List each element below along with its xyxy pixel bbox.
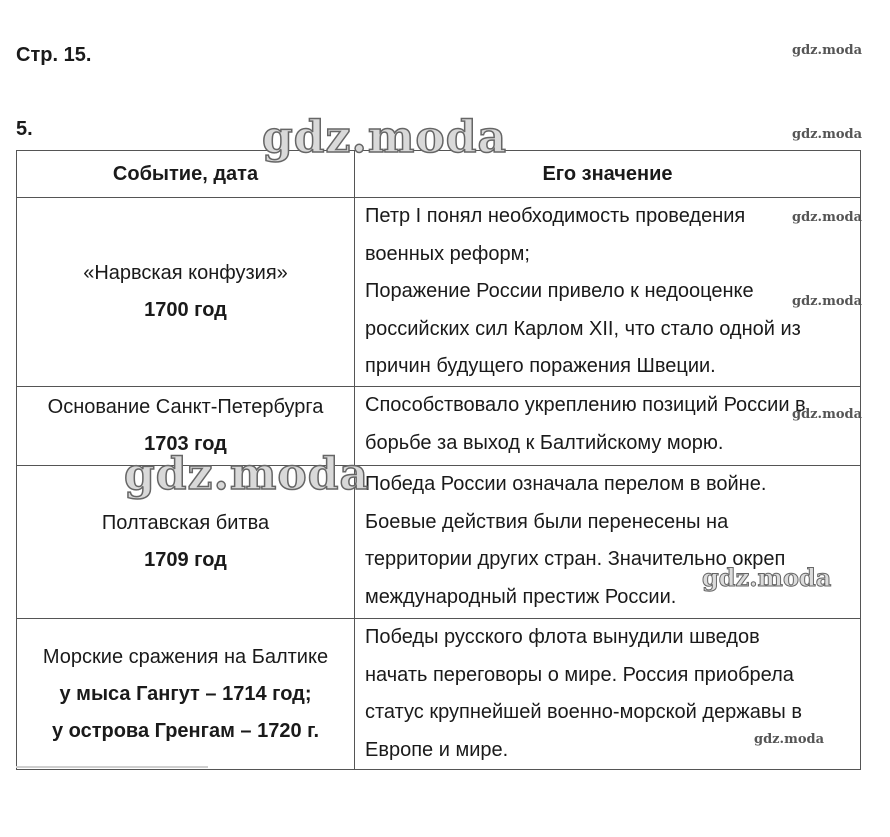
- watermark: gdz.moda: [792, 407, 863, 422]
- page-label: Стр. 15.: [16, 44, 92, 66]
- task-number: 5.: [16, 118, 33, 140]
- meaning-line: российских сил Карлом XII, что стало одной из: [365, 317, 801, 340]
- event-date: у мыса Гангут – 1714 год;: [59, 682, 312, 705]
- meaning-line: статус крупнейшей военно-морской державы в: [365, 701, 802, 723]
- meaning-line: Способствовало укреплению позиций России в: [365, 394, 806, 416]
- watermark: gdz.moda: [702, 563, 832, 592]
- meaning-line: причин будущего поражения Швеции.: [365, 355, 716, 377]
- column-header-event: Событие, дата: [17, 151, 355, 198]
- meaning-line: международный престиж России.: [365, 585, 677, 608]
- meaning-line: борьбе за выход к Балтийскому морю.: [365, 431, 724, 454]
- watermark: gdz.moda: [792, 210, 863, 225]
- event-date: 1703 год: [144, 433, 227, 455]
- column-header-meaning: Его значение: [355, 151, 861, 198]
- meaning-line: Победа России означала перелом в войне.: [365, 473, 767, 495]
- meaning-line: Европе и мире.: [365, 738, 509, 761]
- event-date: 1700 год: [144, 299, 227, 321]
- event-date: 1709 год: [144, 549, 227, 571]
- watermark: gdz.moda: [792, 294, 863, 309]
- watermark: gdz.moda: [792, 43, 863, 58]
- meaning-line: территории других стран. Значительно окреп: [365, 548, 786, 570]
- page-edge-strip: [16, 766, 208, 768]
- meaning-line: Поражение России привело к недооценке: [365, 280, 754, 302]
- table-row: [17, 198, 861, 387]
- event-name: Основание Санкт-Петербурга: [47, 396, 324, 418]
- watermark: gdz.moda: [792, 127, 863, 142]
- event-name: Полтавская битва: [101, 512, 270, 534]
- meaning-cell: [355, 198, 861, 387]
- watermark: gdz.moda: [754, 732, 825, 747]
- meaning-line: начать переговоры о мире. Россия приобрела: [365, 663, 794, 686]
- meaning-line: Петр I понял необходимость проведения: [365, 205, 746, 227]
- watermark: gdz.moda: [262, 112, 508, 163]
- event-date: у острова Гренгам – 1720 г.: [51, 719, 320, 742]
- watermark: gdz.moda: [124, 449, 370, 500]
- meaning-line: военных реформ;: [365, 242, 530, 265]
- event-name: Морские сражения на Балтике: [42, 645, 329, 668]
- meaning-cell: [355, 387, 861, 466]
- event-cell: [17, 619, 355, 770]
- event-cell: [17, 198, 355, 387]
- event-name: «Нарвская конфузия»: [83, 262, 288, 284]
- meaning-line: Победы русского флота вынудили шведов: [365, 626, 760, 648]
- table-row: [17, 619, 861, 770]
- meaning-line: Боевые действия были перенесены на: [365, 510, 729, 533]
- meaning-cell: [355, 466, 861, 619]
